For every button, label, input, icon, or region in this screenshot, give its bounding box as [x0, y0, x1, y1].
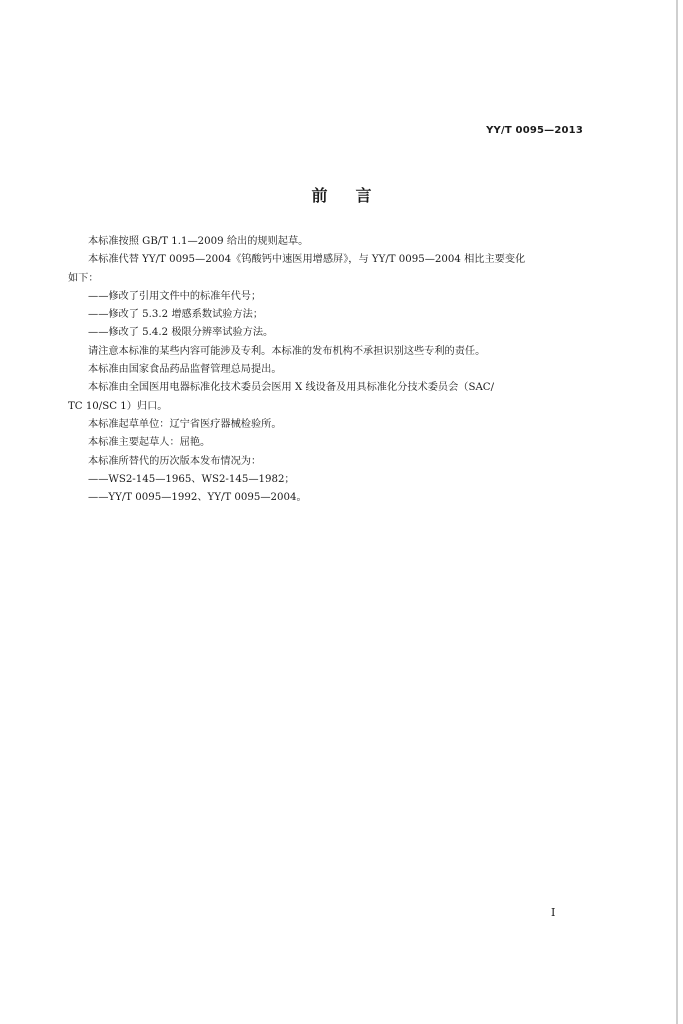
- document-body: [68, 233, 580, 507]
- page-title: 前言: [311, 186, 400, 205]
- edition-item-1: ——WS2-145—1965、WS2-145—1982；: [88, 473, 295, 485]
- paragraph-drafting-rules: 本标准按照 GB/T 1.1—2009 给出的规则起草。: [88, 236, 309, 247]
- paragraph-drafting-unit: 本标准起草单位：辽宁省医疗器械检验所。: [88, 418, 282, 430]
- paragraph-committee-line2: TC 10/SC 1）归口。: [68, 400, 168, 412]
- standard-code: YY/T 0095—2013: [486, 125, 583, 136]
- paragraph-previous-editions: 本标准所替代的历次版本发布情况为：: [88, 455, 262, 467]
- paragraph-patent-notice: 请注意本标准的某些内容可能涉及专利。本标准的发布机构不承担识别这些专利的责任。: [88, 345, 486, 357]
- paragraph-committee-line1: 本标准由全国医用电器标准化技术委员会医用 X 线设备及用具标准化分技术委员会（SAC/: [88, 382, 495, 394]
- page-edge-divider: [676, 0, 678, 1024]
- paragraph-drafters: 本标准主要起草人：屈艳。: [88, 437, 211, 449]
- paragraph-replacement-line1: 本标准代替 YY/T 0095—2004《钨酸钙中速医用增感屏》，与 YY/T 0095—2004 相比主要变化: [88, 254, 526, 266]
- page-number: I: [551, 906, 556, 919]
- change-item-2: ——修改了 5.3.2 增感系数试验方法；: [88, 309, 264, 321]
- change-item-3: ——修改了 5.4.2 极限分辨率试验方法。: [88, 327, 274, 339]
- paragraph-replacement-line2: 如下：: [68, 272, 99, 284]
- change-item-1: ——修改了引用文件中的标准年代号；: [88, 290, 262, 302]
- edition-item-2: ——YY/T 0095—1992、YY/T 0095—2004。: [88, 492, 307, 504]
- paragraph-proposed-by: 本标准由国家食品药品监督管理总局提出。: [88, 364, 282, 376]
